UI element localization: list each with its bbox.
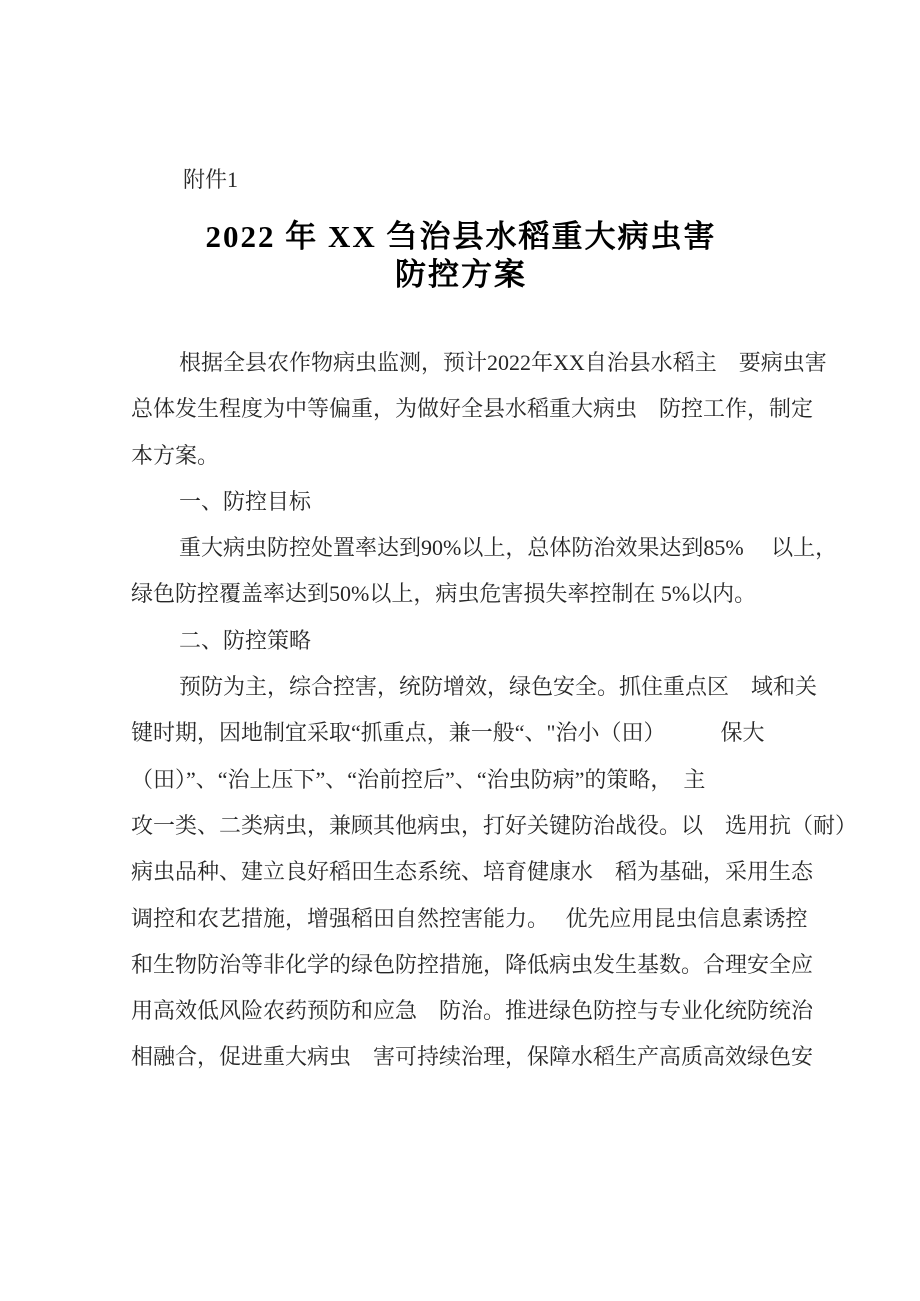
title-line-2: 防控方案	[395, 257, 527, 292]
body-line: 键时期，因地制宜采取“抓重点，兼一般“、"治小（田） 保大	[131, 720, 765, 746]
body-line: 绿色防控覆盖率达到50%以上，病虫危害损失率控制在 5%以内。	[131, 581, 757, 607]
document-title	[127, 218, 795, 294]
document-body	[131, 340, 858, 1081]
title-line-1: 2022 年 XX 刍治县水稻重大病虫害	[205, 219, 717, 254]
body-line: 和生物防治等非化学的绿色防控措施，降低病虫发生基数。合理安全应	[131, 951, 814, 977]
body-line: 根据全县农作物病虫监测，预计2022年XX自治县水稻主 要病虫害	[179, 350, 827, 375]
body-line: 重大病虫防控处置率达到90%以上，总体防治效果达到85% 以上，	[179, 535, 838, 561]
section-heading-1: 一、防控目标	[179, 488, 312, 514]
body-line: 病虫品种、建立良好稻田生态系统、培育健康水 稻为基础，采用生态	[131, 859, 814, 885]
body-line: 总体发生程度为中等偏重，为做好全县水稻重大病虫 防控工作，制定	[131, 396, 814, 422]
body-line: 本方案。	[131, 442, 220, 468]
body-line: 攻一类、二类病虫，兼顾其他病虫，打好关键防治战役。以 选用抗（耐）	[131, 812, 858, 838]
body-line: 预防为主，综合控害，统防增效，绿色安全。抓住重点区 域和关	[179, 674, 818, 700]
body-line: 用高效低风险农药预防和应急 防治。推进绿色防控与专业化统防统治	[131, 998, 814, 1024]
body-line: 相融合，促进重大病虫 害可持续治理，保障水稻生产高质高效绿色安	[131, 1044, 814, 1070]
body-line: 调控和农艺措施，增强稻田自然控害能力。 优先应用昆虫信息素诱控	[131, 905, 808, 931]
section-heading-2: 二、防控策略	[179, 627, 312, 653]
attachment-label: 附件1	[183, 167, 239, 192]
body-line: （田）”、“治上压下”、“治前控后”、“治虫防病”的策略， 主	[131, 766, 706, 792]
